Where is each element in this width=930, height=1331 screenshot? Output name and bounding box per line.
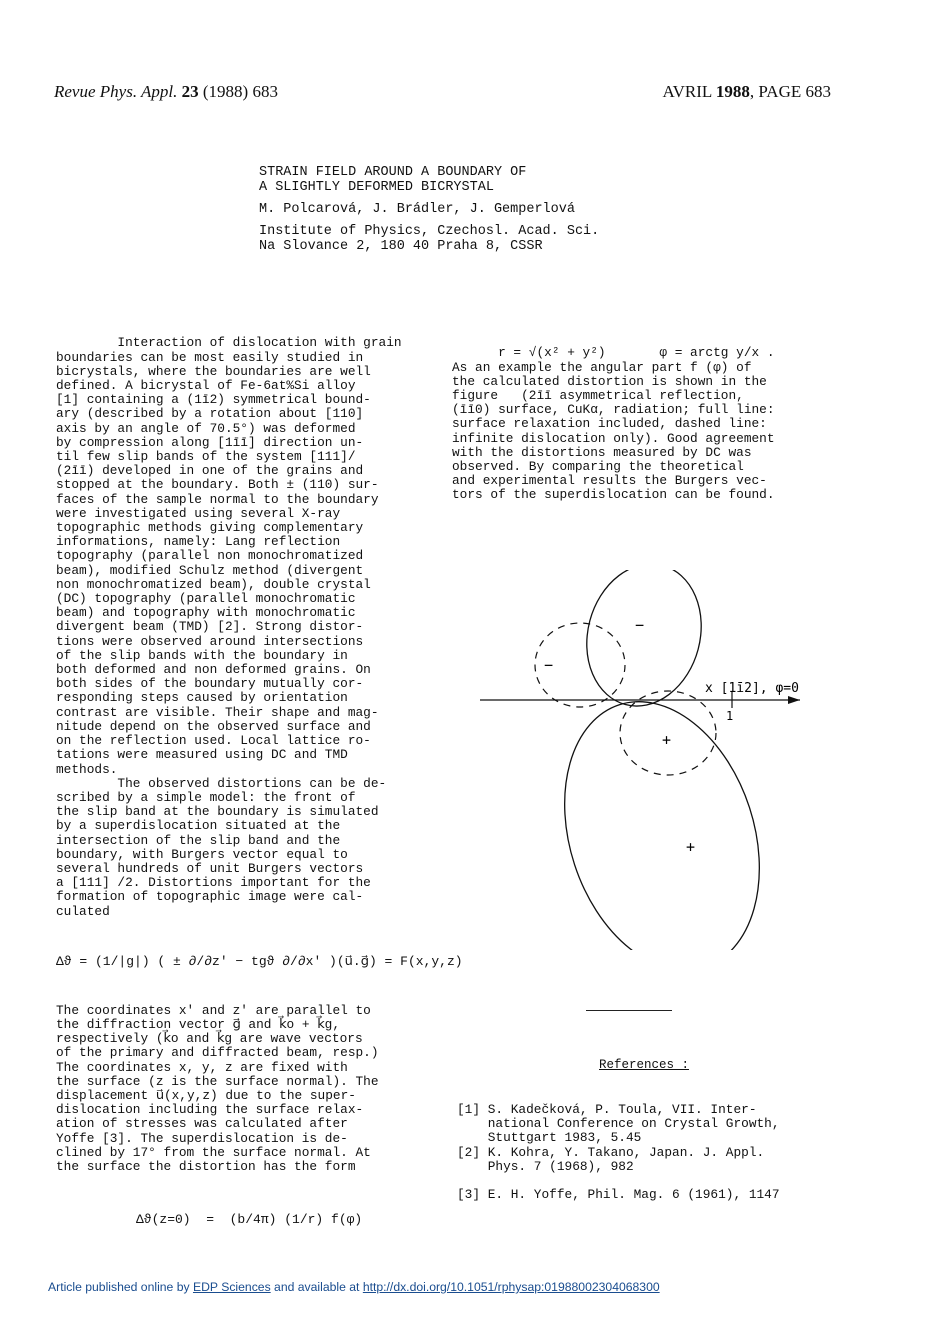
text-line: culated xyxy=(56,903,110,919)
equation-surface-distortion: Δϑ(z=0) = (b/4π) (1/r) f(φ) xyxy=(136,1211,363,1227)
text-line: ary (described by a rotation about [110] xyxy=(56,406,364,422)
text-line: stopped at the boundary. Both ± (110) sur- xyxy=(56,477,379,493)
reference-line: Stuttgart 1983, 5.45 xyxy=(457,1130,642,1146)
text-line: a [111] /2. Distortions important for the xyxy=(56,875,371,891)
paper-title-line-1: STRAIN FIELD AROUND A BOUNDARY OF xyxy=(259,165,527,180)
references-title: References : xyxy=(599,1058,690,1072)
text-line: ation of stresses was calculated after xyxy=(56,1116,348,1132)
text-line: several hundreds of unit Burgers vectors xyxy=(56,860,364,876)
text-line: (2īī) developed in one of the grains and xyxy=(56,463,364,479)
running-header-left xyxy=(54,82,278,102)
text-line: scribed by a simple model: the front of xyxy=(56,789,356,805)
reference-line: Phys. 7 (1968), 982 xyxy=(457,1158,634,1174)
paper-title-line-2: A SLIGHTLY DEFORMED BICRYSTAL xyxy=(259,180,494,195)
journal-name: Revue Phys. Appl. xyxy=(54,82,178,101)
text-line: The coordinates x, y, z are fixed with xyxy=(56,1059,348,1075)
text-line: contrast are visible. Their shape and mag- xyxy=(56,704,379,720)
x-axis-tick-label: 1 xyxy=(726,709,734,723)
text-line: intersection of the slip band and the xyxy=(56,832,341,848)
text-line: boundaries can be most easily studied in xyxy=(56,349,364,365)
text-line: Yoffe [3]. The superdislocation is de- xyxy=(56,1130,348,1146)
reference-line: national Conference on Crystal Growth, xyxy=(457,1116,780,1132)
affiliation-line-1: Institute of Physics, Czechosl. Acad. Sci. xyxy=(259,224,600,239)
text-line: non monochromatized beam), double crystal xyxy=(56,576,371,592)
text-line: clined by 17° from the surface normal. At xyxy=(56,1144,371,1160)
text-line: and experimental results the Burgers vec- xyxy=(452,473,767,489)
text-line: both sides of the boundary mutually cor- xyxy=(56,676,364,692)
text-line: defined. A bicrystal of Fe-6at%Si alloy xyxy=(56,378,356,394)
references-list xyxy=(457,1103,780,1202)
text-line: bicrystals, where the boundaries are well xyxy=(56,363,371,379)
text-line: boundary, with Burgers vector equal to xyxy=(56,846,348,862)
text-line: As an example the angular part f (φ) of xyxy=(452,359,752,375)
text-line: respectively (k⃗o and k⃗g are wave vectors xyxy=(56,1031,363,1047)
full-line-lobe-lower xyxy=(532,676,792,950)
text-line: infinite dislocation only). Good agreement xyxy=(452,430,775,446)
text-line: The coordinates x′ and z′ are parallel to xyxy=(56,1002,371,1018)
text-line: by a superdislocation situated at the xyxy=(56,818,341,834)
header-year: 1988 xyxy=(715,82,750,101)
footer-prefix: Article published online by xyxy=(48,1280,193,1294)
sign-minus-upper: − xyxy=(635,616,645,634)
text-line: both deformed and non deformed grains. On xyxy=(56,662,371,678)
text-line: topography (parallel non monochromatized xyxy=(56,548,364,564)
x-axis-label: x [1ī2], φ=0 xyxy=(705,681,799,696)
authors: M. Polcarová, J. Brádler, J. Gemperlová xyxy=(259,202,575,217)
footer xyxy=(48,1280,660,1294)
text-line: methods. xyxy=(56,761,118,777)
text-line: the diffraction vector g⃗ and k⃗o + k⃗g, xyxy=(56,1016,341,1032)
publisher-link[interactable]: EDP Sciences xyxy=(192,1280,271,1294)
text-line: on the reflection used. Local lattice ro- xyxy=(56,733,371,749)
text-line: beam) and topography with monochromatic xyxy=(56,605,356,621)
references-divider xyxy=(586,1010,672,1011)
text-line: by compression along [1īī] direction un- xyxy=(56,434,364,450)
distortion-polar-figure xyxy=(470,570,810,950)
reference-line: [3] E. H. Yoffe, Phil. Mag. 6 (1961), 1147 xyxy=(457,1187,780,1203)
text-line: The observed distortions can be de- xyxy=(56,775,387,791)
journal-year-page: (1988) 683 xyxy=(202,82,278,101)
text-line: the calculated distortion is shown in the xyxy=(452,373,767,389)
journal-volume: 23 xyxy=(181,82,199,101)
text-line: of the slip bands with the boundary in xyxy=(56,647,348,663)
title-block xyxy=(259,165,599,254)
right-column xyxy=(452,318,832,517)
left-column xyxy=(56,308,463,1241)
text-line: Interaction of dislocation with grain xyxy=(56,335,402,351)
text-line: (īī0) surface, CuKα, radiation; full line: xyxy=(452,402,775,418)
text-line: faces of the sample normal to the boundary xyxy=(56,491,379,507)
reference-line xyxy=(457,1174,780,1188)
text-line: of the primary and diffracted beam, resp.) xyxy=(56,1045,379,1061)
text-line: til few slip bands of the system [111]/ xyxy=(56,449,356,465)
text-line: with the distortions measured by DC was xyxy=(452,444,752,460)
text-line: the surface (z is the surface normal). The xyxy=(56,1073,379,1089)
text-line: observed. By comparing the theoretical xyxy=(452,459,744,475)
x-axis-arrow xyxy=(788,696,800,704)
doi-link[interactable]: http://dx.doi.org/10.1051/rphysap:01988002304068300 xyxy=(362,1280,660,1294)
text-line: figure (2īī asymmetrical reflection, xyxy=(452,388,744,404)
header-month: AVRIL xyxy=(662,82,716,101)
text-line: informations, namely: Lang reflection xyxy=(56,534,341,550)
text-line: the surface the distortion has the form xyxy=(56,1158,356,1174)
text-line: axis by an angle of 70.5°) was deformed xyxy=(56,420,356,436)
text-line: tions were observed around intersections xyxy=(56,633,364,649)
left-column-body-2 xyxy=(56,1004,436,1174)
affiliation-line-2: Na Slovance 2, 180 40 Praha 8, CSSR xyxy=(259,239,543,254)
text-line: topographic methods giving complementary xyxy=(56,520,364,536)
reference-line: [1] S. Kadečková, P. Toula, VII. Inter- xyxy=(457,1102,757,1117)
right-column-body xyxy=(452,346,832,502)
text-line: dislocation including the surface relax- xyxy=(56,1102,364,1118)
reference-line: [2] K. Kohra, Y. Takano, Japan. J. Appl. xyxy=(457,1144,765,1160)
text-line: nitude depend on the observed surface and xyxy=(56,718,371,734)
text-line: divergent beam (TMD) [2]. Strong distor- xyxy=(56,619,364,635)
text-line: tors of the superdislocation can be found. xyxy=(452,487,775,503)
sign-plus-large: + xyxy=(686,838,696,856)
sign-plus-small: + xyxy=(662,731,672,749)
text-line: (DC) topography (parallel monochromatic xyxy=(56,591,356,607)
header-page: , PAGE 683 xyxy=(749,82,831,101)
running-header-right xyxy=(663,82,831,102)
text-line: responding steps caused by orientation xyxy=(56,690,348,706)
text-line: formation of topographic image were cal- xyxy=(56,889,364,905)
text-line: [1] containing a (1ī2) symmetrical bound- xyxy=(56,392,371,408)
text-line: the slip band at the boundary is simulated xyxy=(56,804,379,820)
left-column-body xyxy=(56,336,436,918)
text-line: surface relaxation included, dashed line: xyxy=(452,416,767,432)
text-line: were investigated using several X-ray xyxy=(56,505,341,521)
text-line: beam), modified Schulz method (divergent xyxy=(56,562,364,578)
equation-delta-theta: Δϑ = (1/|g|) ( ± ∂/∂z′ − tgϑ ∂/∂x′ )(u⃗.g⃗) = F(x,y,z) xyxy=(56,954,463,970)
footer-middle: and available at xyxy=(270,1280,363,1294)
sign-minus-left: − xyxy=(544,656,554,674)
text-line: displacement u⃗(x,y,z) due to the super- xyxy=(56,1087,356,1103)
text-line: tations were measured using DC and TMD xyxy=(56,747,348,763)
text-line: r = √(x² + y²) φ = arctg y/x . xyxy=(452,345,775,361)
